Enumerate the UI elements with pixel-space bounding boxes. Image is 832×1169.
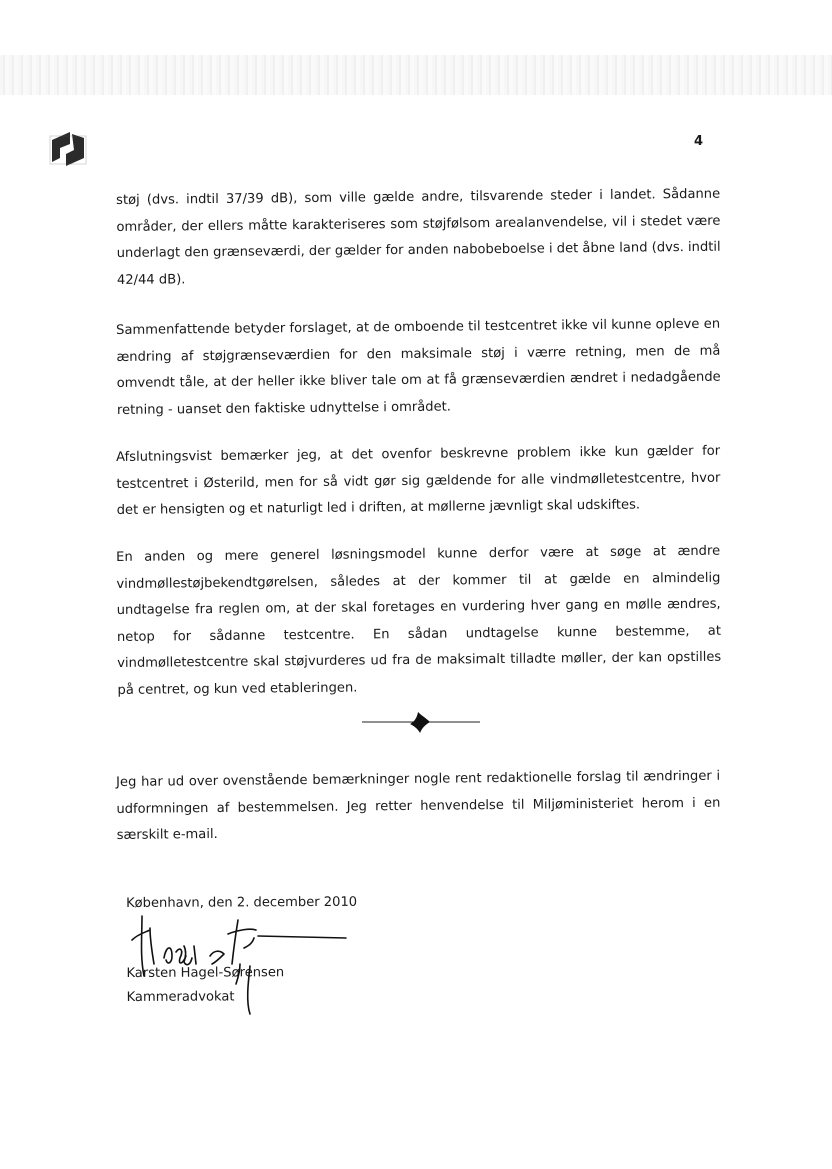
scan-artifact	[0, 55, 832, 95]
page-number: 4	[694, 134, 704, 149]
handwritten-signature	[120, 906, 360, 1022]
signatory-title: Kammeradvokat	[126, 989, 235, 1005]
signatory-name: Karsten Hagel-Sørensen	[126, 965, 285, 981]
ornament-divider-icon	[362, 708, 480, 736]
paragraph: støj (dvs. indtil 37/39 dB), som ville gælde andre, tilsvarende steder i landet. Sådanne områder, der ellers måtte karakteriseres som støjfølsom arealanvendelse, vil i stedet være underlagt den grænseværdi, der gælder for anden nabobeboelse i det åbne land (dvs. indtil 42/44 dB).	[116, 186, 721, 288]
paragraph: En anden og mere generel løsningsmodel kunne derfor være at søge at ændre vindmøllestøjbekendtgørelsen, således at der kommer til at gælde en almindelig undtagelse fra reglen om, at der skal foretages en vurdering hver gang en mølle ændres, netop for sådanne testcentre. En sådan undtagelse kunne bestemme, at vindmølletestcentre skal støjvurderes ud fra de maksimalt tilladte møller, der kan opstilles på centret, og kun ved etableringen.	[116, 543, 722, 698]
firm-logo-icon	[46, 128, 90, 168]
paragraph: Jeg har ud over ovenstående bemærkninger nogle rent redaktionelle forslag til ændringer i udformningen af bestemmelsen. Jeg retter henvendelse til Miljøministeriet herom i en særskilt e-mail.	[116, 768, 721, 844]
paragraph: Afslutningsvist bemærker jeg, at det ovenfor beskrevne problem ikke kun gælder for testcentret i Østerild, men for så vidt gør sig gældende for alle vindmølletestcentre, hvor det er hensigten og et naturligt led i driften, at møllerne jævnligt skal udskiftes.	[116, 443, 721, 519]
paragraph: Sammenfattende betyder forslaget, at de omboende til testcentret ikke vil kunne opleve en ændring af støjgrænseværdien for den maksimale støj i værre retning, men de må omvendt tåle, at der heller ikke bliver tale om at få grænseværdien ændret i nedadgående retning - uanset den faktiske udnyttelse i området.	[116, 316, 721, 418]
place-date: København, den 2. december 2010	[126, 894, 358, 911]
